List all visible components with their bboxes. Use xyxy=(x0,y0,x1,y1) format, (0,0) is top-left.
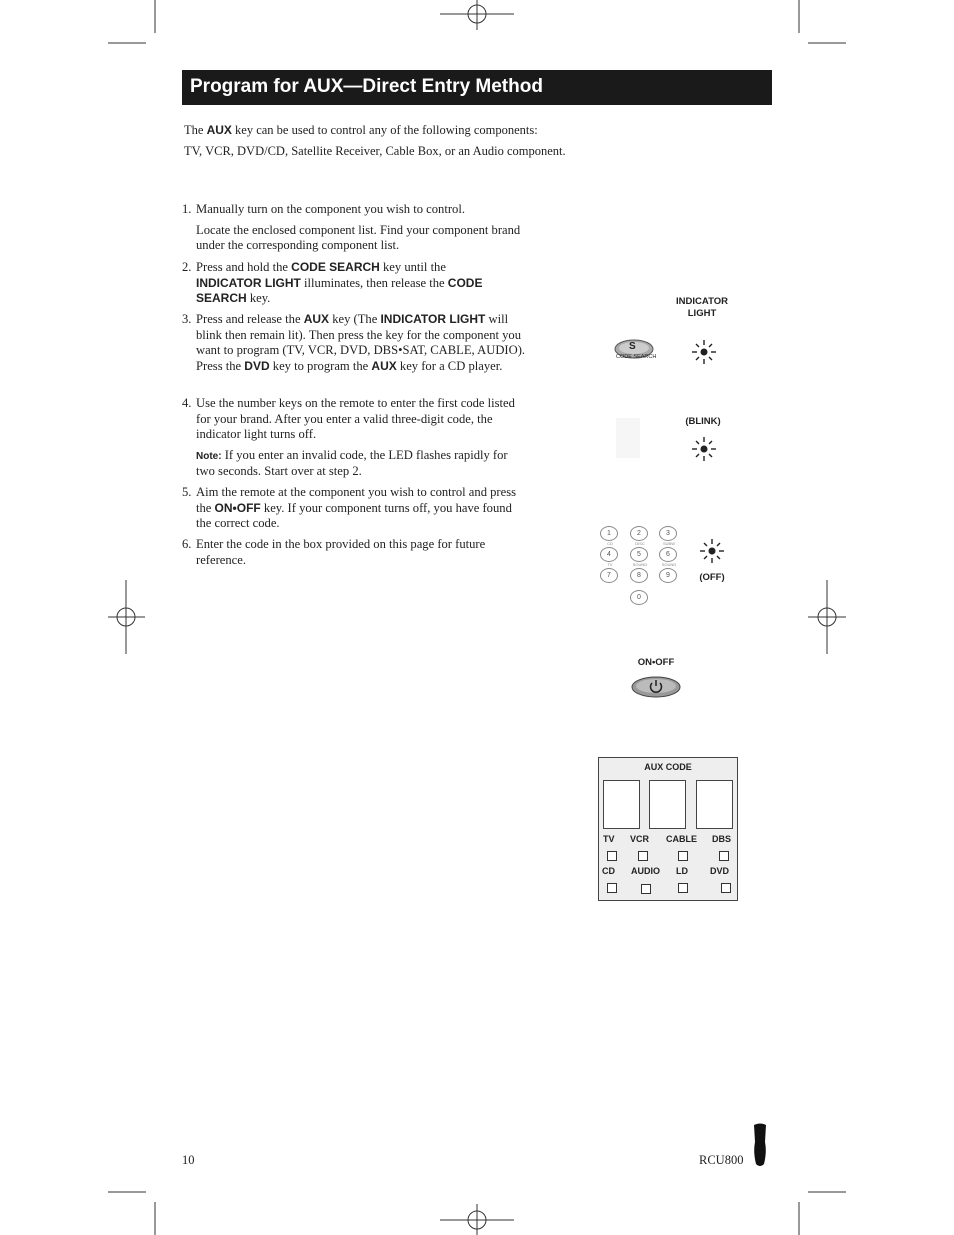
indicator-light-on-icon xyxy=(691,339,717,365)
label-dvd: DVD xyxy=(710,866,730,876)
indicator-light-blink-icon xyxy=(691,436,717,462)
step-1: 1. Manually turn on the component you wish to control. Locate the enclosed component list. Find your component brand under the corresponding component list. xyxy=(182,202,542,262)
checkbox-dvd[interactable] xyxy=(721,883,731,893)
key-4-sub: TV xyxy=(607,562,613,567)
step-1-subtext: Locate the enclosed component list. Find your component brand under the corresponding component list. xyxy=(196,222,521,253)
label-audio: AUDIO xyxy=(631,866,660,876)
key-0[interactable]: 0 xyxy=(630,590,648,605)
step-4: 4. Use the number keys on the remote to enter the first code listed for your brand. After you enter a valid three-digit code, the indicator light turns off. Note: If you enter an invalid code, the LED flashes rapidly for two seconds. Start over at step 2. xyxy=(182,396,542,486)
key-5[interactable]: 5 xyxy=(630,547,648,562)
step-1-text: Manually turn on the component you wish to control. xyxy=(196,202,465,216)
label-cable: CABLE xyxy=(666,834,697,844)
on-off-label: ON•OFF xyxy=(637,657,675,668)
key-2[interactable]: 2 xyxy=(630,526,648,541)
aux-code-box xyxy=(598,757,738,901)
key-4[interactable]: 4 xyxy=(600,547,618,562)
indicator-light-off-icon xyxy=(699,538,725,564)
step-6: 6. Enter the code in the box provided on this page for future reference. xyxy=(182,537,486,567)
code-digit-3[interactable] xyxy=(696,780,733,829)
step-3: 3. Press and release the AUX key (The INDICATOR LIGHT will blink then remain lit). Then press the key for the component you want to program (TV, VCR, DVD, DBS•SAT, CABLE, AUDIO). Press the DVD key to program the AUX key for a CD player. xyxy=(182,312,526,373)
on-off-key[interactable] xyxy=(630,675,682,699)
key-8[interactable]: 8 xyxy=(630,568,648,583)
blink-label: (BLINK) xyxy=(685,416,721,427)
aux-key-ghost xyxy=(616,418,640,458)
key-9[interactable]: 9 xyxy=(659,568,677,583)
label-ld: LD xyxy=(676,866,688,876)
checkbox-cable[interactable] xyxy=(678,851,688,861)
step-4-note: Note: If you enter an invalid code, the LED flashes rapidly for two seconds. Start over at step 2. xyxy=(196,447,508,479)
intro-line-1: The AUX key can be used to control any of the following components: xyxy=(184,123,538,137)
key-6-sub: SOUND xyxy=(661,562,677,567)
page-number: 10 xyxy=(182,1153,195,1167)
checkbox-audio[interactable] xyxy=(641,884,651,894)
off-label: (OFF) xyxy=(699,572,725,583)
label-tv: TV xyxy=(603,834,615,844)
page-title: Program for AUX—Direct Entry Method xyxy=(190,76,543,97)
key-3[interactable]: 3 xyxy=(659,526,677,541)
label-vcr: VCR xyxy=(630,834,650,844)
aux-code-title: AUX CODE xyxy=(644,762,692,772)
key-1[interactable]: 1 xyxy=(600,526,618,541)
key-6[interactable]: 6 xyxy=(659,547,677,562)
indicator-light-label: INDICATOR LIGHT xyxy=(676,296,728,319)
checkbox-dbs[interactable] xyxy=(719,851,729,861)
label-dbs: DBS xyxy=(712,834,732,844)
code-search-key[interactable] xyxy=(614,339,657,361)
code-digit-1[interactable] xyxy=(603,780,640,829)
key-3-sub: SUBW xyxy=(663,541,675,546)
checkbox-tv[interactable] xyxy=(607,851,617,861)
checkbox-vcr[interactable] xyxy=(638,851,648,861)
checkbox-ld[interactable] xyxy=(678,883,688,893)
intro-line-2: TV, VCR, DVD/CD, Satellite Receiver, Cable Box, or an Audio component. xyxy=(184,144,566,158)
step-2: 2. Press and hold the CODE SEARCH key until the INDICATOR LIGHT illuminates, then release the CODE SEARCH key. xyxy=(182,260,483,306)
model-number: RCU800 xyxy=(699,1153,744,1167)
step-5: 5. Aim the remote at the component you wish to control and press the ON•OFF key. If your component turns off, you have found the correct code. xyxy=(182,485,517,531)
number-keypad xyxy=(598,524,688,608)
step-4-text: Use the number keys on the remote to enter the first code listed for your brand. After you enter a valid three-digit code, the indicator light turns off. xyxy=(196,396,515,442)
key-2-sub: DISC xyxy=(635,541,645,546)
checkbox-cd[interactable] xyxy=(607,883,617,893)
key-7[interactable]: 7 xyxy=(600,568,618,583)
label-cd: CD xyxy=(602,866,615,876)
key-1-sub: CD xyxy=(607,541,613,546)
code-digit-2[interactable] xyxy=(649,780,686,829)
key-5-sub: SOUND xyxy=(632,562,648,567)
code-search-caption: CODE SEARCH xyxy=(616,354,657,360)
code-search-key-letter: S xyxy=(629,341,636,352)
remote-silhouette-icon xyxy=(751,1122,769,1168)
